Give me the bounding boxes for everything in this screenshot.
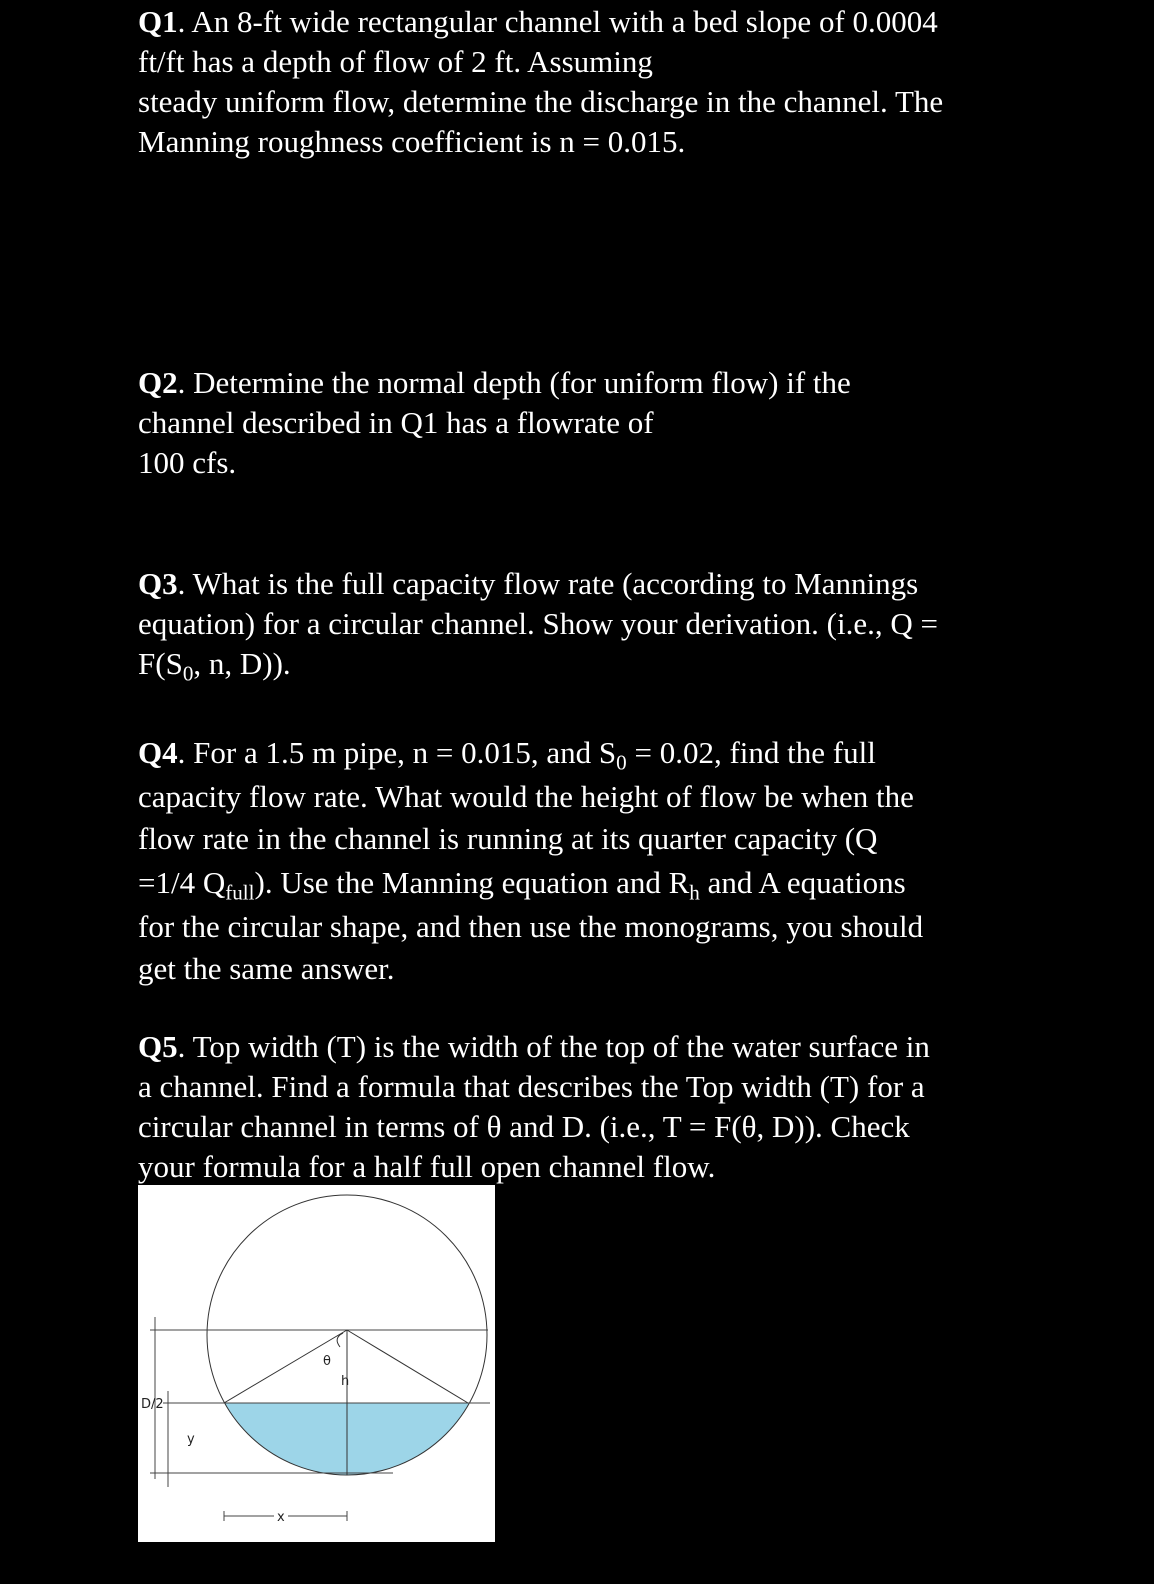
q1-line-2: ft/ft has a depth of flow of 2 ft. Assuming xyxy=(138,44,653,79)
q3-line-2: equation) for a circular channel. Show your derivation. (i.e., Q = xyxy=(138,606,938,641)
q3-text-3b: , n, D)). xyxy=(193,646,291,681)
q4-line-6: get the same answer. xyxy=(138,951,395,986)
q5-line-1 xyxy=(138,1027,1038,1067)
q4-line-3: flow rate in the channel is running at its quarter capacity (Q xyxy=(138,821,878,856)
q4-text-1a: . For a 1.5 m pipe, n = 0.015, and S xyxy=(177,735,617,770)
circular-channel-diagram xyxy=(138,1185,495,1542)
q1-text-1: . An 8-ft wide rectangular channel with a bed slope of 0.0004 xyxy=(177,4,938,39)
q1-line-4: Manning roughness coefficient is n = 0.015. xyxy=(138,124,686,159)
q5-number: Q5 xyxy=(138,1029,178,1064)
q2-line-1 xyxy=(138,363,1038,403)
question-2 xyxy=(138,363,1038,483)
q3-text-3a: F(S xyxy=(138,646,183,681)
h-label: h xyxy=(341,1374,350,1389)
q2-line-3: 100 cfs. xyxy=(138,445,237,480)
q3-number: Q3 xyxy=(138,566,178,601)
q4-text-4c: and A equations xyxy=(699,865,906,900)
q4-text-1b: = 0.02, find the full xyxy=(626,735,876,770)
question-3 xyxy=(138,564,1038,684)
question-1 xyxy=(138,2,1038,162)
question-4 xyxy=(138,730,1038,990)
q4-line-5: for the circular shape, and then use the monograms, you should xyxy=(138,909,924,944)
q4-text-4a: =1/4 Q xyxy=(138,865,226,900)
q3-line-3 xyxy=(138,644,1038,684)
q1-line-3: steady uniform flow, determine the discharge in the channel. The xyxy=(138,84,944,119)
q4-line-4 xyxy=(138,860,1038,906)
q4-subscript-h: h xyxy=(689,880,700,905)
d2-label: D/2 xyxy=(141,1397,164,1412)
q1-line-1 xyxy=(138,2,1038,42)
q2-line-2: channel described in Q1 has a flowrate of xyxy=(138,405,654,440)
q4-line-2: capacity flow rate. What would the height of flow be when the xyxy=(138,779,914,814)
theta-label: θ xyxy=(323,1354,331,1369)
q4-line-1 xyxy=(138,730,1038,776)
radius-right xyxy=(347,1330,468,1403)
q3-line-1 xyxy=(138,564,1038,604)
q4-text-4b: ). Use the Manning equation and R xyxy=(254,865,690,900)
q5-line-3: circular channel in terms of θ and D. (i.e., T = F(θ, D)). Check xyxy=(138,1109,910,1144)
q1-number: Q1 xyxy=(138,4,178,39)
q5-line-2: a channel. Find a formula that describes the Top width (T) for a xyxy=(138,1069,925,1104)
q4-subscript-full: full xyxy=(225,880,255,905)
y-label: y xyxy=(187,1432,195,1447)
q3-text-1: . What is the full capacity flow rate (according to Mannings xyxy=(177,566,919,601)
q2-text-1: . Determine the normal depth (for uniform flow) if the xyxy=(177,365,851,400)
q2-number: Q2 xyxy=(138,365,178,400)
q5-line-4: your formula for a half full open channel flow. xyxy=(138,1149,716,1184)
q3-subscript: 0 xyxy=(182,661,194,686)
q4-subscript-1: 0 xyxy=(616,750,627,775)
q5-text-1: . Top width (T) is the width of the top of the water surface in xyxy=(177,1029,930,1064)
question-5 xyxy=(138,1027,1038,1187)
x-label: x xyxy=(277,1510,285,1525)
circular-channel-figure xyxy=(138,1185,495,1542)
q4-number: Q4 xyxy=(138,735,178,770)
